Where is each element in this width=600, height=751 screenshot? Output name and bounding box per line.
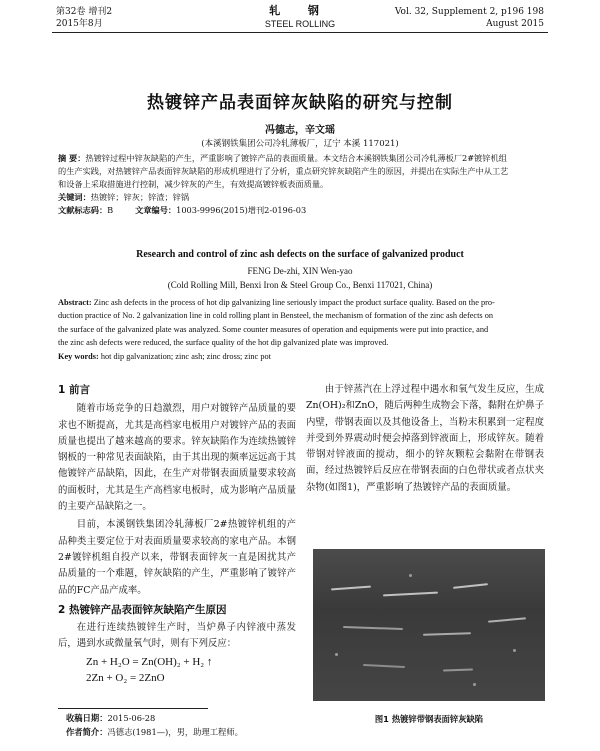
abstract-en bbox=[58, 296, 544, 363]
journal-name-cn: 轧 钢 bbox=[269, 4, 331, 17]
journal-date-en: August 2015 bbox=[486, 19, 544, 29]
authors-cn: 冯德志，辛文瑶 bbox=[265, 125, 335, 136]
abstract-en-line: the surface of the galvanized plate was analyzed. Some counter measures of operation and equipments were put into practice, and bbox=[58, 324, 489, 334]
received-date: 收稿日期：2015-06-28 bbox=[66, 713, 156, 723]
keywords-en: hot dip galvanization; zinc ash; zinc dross; zinc pot bbox=[100, 351, 271, 361]
footnote-rule bbox=[58, 708, 208, 709]
journal-volume: 第32卷 增刊2 bbox=[56, 7, 113, 17]
keywords-cn: 热镀锌；锌灰；锌渣；锌锅 bbox=[90, 192, 190, 202]
author-bio: 作者简介：冯德志(1981—)，男，助理工程师。 bbox=[66, 727, 243, 737]
paragraph: 由于锌蒸汽在上浮过程中遇水和氧气发生反应，生成Zn(OH)₂和ZnO，随后两种生成物会下落，黏附在炉鼻子内壁，带钢表面以及其他设备上，当粉末积累到一定程度并受到外界震动时便会掉落到锌液面上，形成锌灰。随着带钢对锌液面的搅动，细小的锌灰颗粒会黏附在带钢表面，经过热镀锌后反应在带钢表面的白色带状或者点状夹杂物(如图1)，严重影响了热镀锌产品的表面质量。 bbox=[306, 384, 544, 493]
affiliation-cn: (本溪钢铁集团公司冷轧薄板厂，辽宁 本溪 117021) bbox=[201, 139, 399, 149]
paragraph: 在进行连续热镀锌生产时，当炉鼻子内锌液中蒸发后，遇到水或微量氧气时，则有下列反应： bbox=[58, 622, 296, 650]
journal-volume-en: Vol. 32, Supplement 2, p196 198 bbox=[394, 7, 544, 17]
abstract-en-line: the zinc ash defects were reduced, the surface quality of the hot dip galvanized plate was improved. bbox=[58, 338, 389, 348]
article-no-value: 1003-9996(2015)增刊2-0196-03 bbox=[176, 205, 307, 215]
header-rule bbox=[52, 32, 548, 33]
abstract-cn-line: 热镀锌过程中锌灰缺陷的产生，严重影响了镀锌产品的表面质量。本文结合本溪钢铁集团公司冷轧薄板厂2#镀锌机组 bbox=[85, 153, 507, 163]
title-en: Research and control of zinc ash defects on the surface of galvanized product bbox=[136, 249, 464, 260]
equation-1: Zn + H₂O = Zn(OH)₂ + H₂ ↑ bbox=[86, 655, 213, 668]
journal-date: 2015年8月 bbox=[56, 19, 103, 29]
abstract-cn bbox=[58, 152, 544, 217]
abstract-cn-label: 摘 要： bbox=[58, 153, 86, 163]
abstract-cn-line: 和设备上采取措施进行控制，减少锌灰的产生，有效提高镀锌板表面质量。 bbox=[58, 179, 329, 189]
keywords-cn-label: 关键词： bbox=[58, 192, 91, 202]
abstract-en-label: Abstract: bbox=[58, 298, 92, 307]
right-column bbox=[306, 382, 544, 496]
abstract-en-line: Zinc ash defects in the process of hot dip galvanizing line seriously impact the product surface quality. Based on the pro- bbox=[93, 298, 495, 307]
section-1-heading: 1 前言 bbox=[58, 384, 90, 396]
abstract-en-line: duction practice of No. 2 galvanization line in cold rolling plant in Bensteel, the mechanism of formation of the zinc ash defects on bbox=[58, 311, 493, 321]
figure-caption: 图1 热镀锌带钢表面锌灰缺陷 bbox=[374, 714, 484, 724]
figure-zinc-ash-photo bbox=[313, 549, 545, 701]
abstract-cn-line: 的生产实践，对热镀锌产品表面锌灰缺陷的形成机理进行了分析，重点研究锌灰缺陷产生的原因，并提出在实际生产中从工艺 bbox=[58, 166, 509, 176]
paragraph: 随着市场竞争的日趋激烈，用户对镀锌产品质量的要求也不断提高，尤其是高档家电板用户对镀锌产品的表面质量也提出了越来越高的要求。锌灰缺陷作为连续热镀锌钢板的一种常见表面缺陷，由于其出现的频率远远高于其他镀锌产品缺陷，因此，在生产对带钢表面质量要求较高的面板时，尤其是生产高档家电板时，成为影响产品质量的主要产品缺陷之一。 bbox=[58, 403, 296, 513]
article-no-label: 文章编号： bbox=[135, 205, 177, 215]
doc-class-label: 文献标志码： bbox=[58, 205, 108, 215]
equation-2: 2Zn + O₂ = 2ZnO bbox=[86, 671, 165, 684]
page-title: 热镀锌产品表面锌灰缺陷的研究与控制 bbox=[147, 93, 453, 113]
authors-en: FENG De-zhi, XIN Wen-yao bbox=[247, 266, 353, 276]
journal-name-en: STEEL ROLLING bbox=[264, 19, 336, 29]
keywords-en-label: Key words: bbox=[58, 351, 99, 361]
affiliation-en: (Cold Rolling Mill, Benxi Iron & Steel Group Co., Benxi 117021, China) bbox=[167, 280, 433, 290]
left-column bbox=[58, 382, 296, 686]
doc-class-value: B bbox=[107, 205, 114, 215]
section-2-heading: 2 热镀锌产品表面锌灰缺陷产生原因 bbox=[58, 603, 227, 616]
paragraph: 目前，本溪钢铁集团冷轧薄板厂2#热镀锌机组的产品种类主要定位于对表面质量要求较高的家电产品。本钢2#镀锌机组自投产以来，带钢表面锌灰一直是困扰其产品质量的一个难题，锌灰缺陷的产生，严重影响了镀锌产品的FC产品产成率。 bbox=[58, 519, 296, 596]
